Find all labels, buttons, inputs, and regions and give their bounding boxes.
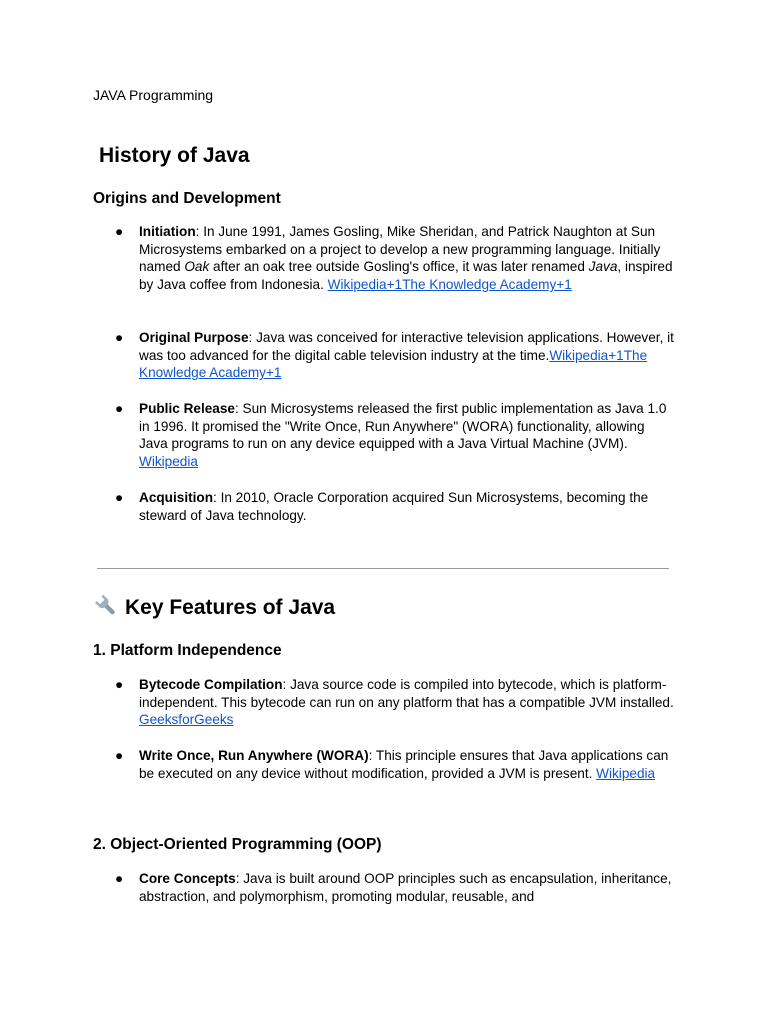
list-item-bytecode xyxy=(115,676,675,729)
source-link[interactable]: Wikipedia+1The Knowledge Academy+1 xyxy=(139,347,648,381)
list-item-public-release xyxy=(115,400,675,471)
term-acquisition: Acquisition xyxy=(139,490,214,505)
wrench-icon xyxy=(93,595,119,617)
list-item-text xyxy=(139,676,675,729)
term-core-concepts: Core Concepts xyxy=(139,871,236,886)
list-item-text xyxy=(139,223,675,294)
source-link[interactable]: GeeksforGeeks xyxy=(139,712,234,728)
source-link[interactable]: Wikipedia+1The Knowledge Academy+1 xyxy=(327,277,572,293)
list-item-text xyxy=(139,747,675,782)
text-segment: : Java is built around OOP principles such as encapsulation, inheritance, abstraction, and polymorphism, promoting modular, reusable, and xyxy=(139,871,672,904)
horizontal-divider xyxy=(97,568,669,569)
history-heading: History of Java xyxy=(99,144,250,167)
term-bytecode: Bytecode Compilation xyxy=(139,677,283,692)
text-segment: : Java source code is compiled into bytecode, which is platform-independent. This bytecode can run on any platform that has a compatible JVM installed. xyxy=(139,677,674,710)
list-item-original-purpose xyxy=(115,329,675,382)
oop-subheading: 2. Object-Oriented Programming (OOP) xyxy=(93,836,382,853)
bullet-icon: ● xyxy=(115,224,124,239)
text-segment: : In 2010, Oracle Corporation acquired Sun Microsystems, becoming the steward of Java technology. xyxy=(139,490,649,523)
list-item-initiation xyxy=(115,223,675,294)
bullet-icon: ● xyxy=(115,490,124,505)
text-segment: : In June 1991, James Gosling, Mike Sheridan, and Patrick Naughton at Sun Microsystems embarked on a project to develop a new programming language. Initially named xyxy=(139,224,661,275)
list-item-wora xyxy=(115,747,675,782)
document-label: JAVA Programming xyxy=(93,87,214,103)
text-segment: : This principle ensures that Java applications can be executed on any device without modification, provided a JVM is present. xyxy=(139,748,669,781)
list-item-acquisition xyxy=(115,489,675,524)
source-link[interactable]: Wikipedia xyxy=(596,765,656,781)
text-segment: : Sun Microsystems released the first public implementation as Java 1.0 in 1996. It promised the "Write Once, Run Anywhere" (WORA) functionality, allowing Java programs to run on any device equipped with a Java Virtual Machine (JVM). xyxy=(139,401,667,452)
term-wora: Write Once, Run Anywhere (WORA) xyxy=(139,748,369,763)
text-segment: : Java was conceived for interactive television applications. However, it was too advanced for the digital cable television industry at the time. xyxy=(139,330,674,363)
emphasis-oak: Oak xyxy=(184,259,210,275)
list-item-text xyxy=(139,329,675,382)
origins-subheading: Origins and Development xyxy=(93,190,281,207)
list-item-core-concepts xyxy=(115,870,675,905)
term-initiation: Initiation xyxy=(139,224,196,239)
features-heading xyxy=(93,595,335,621)
term-public-release: Public Release xyxy=(139,401,235,416)
bullet-icon: ● xyxy=(115,677,124,692)
bullet-icon: ● xyxy=(115,871,124,886)
text-segment: after an oak tree outside Gosling's office, it was later renamed xyxy=(209,259,589,275)
emphasis-java: Java xyxy=(588,259,618,275)
bullet-icon: ● xyxy=(115,748,124,763)
text-segment: , inspired by Java coffee from Indonesia. xyxy=(139,259,673,293)
bullet-icon: ● xyxy=(115,401,124,416)
list-item-text xyxy=(139,870,675,905)
bullet-icon: ● xyxy=(115,330,124,345)
list-item-text xyxy=(139,489,675,524)
source-link[interactable]: Wikipedia xyxy=(139,454,198,470)
term-original-purpose: Original Purpose xyxy=(139,330,249,345)
list-item-text xyxy=(139,400,675,471)
platform-independence-subheading: 1. Platform Independence xyxy=(93,642,282,659)
features-title-text: Key Features of Java xyxy=(125,596,336,619)
